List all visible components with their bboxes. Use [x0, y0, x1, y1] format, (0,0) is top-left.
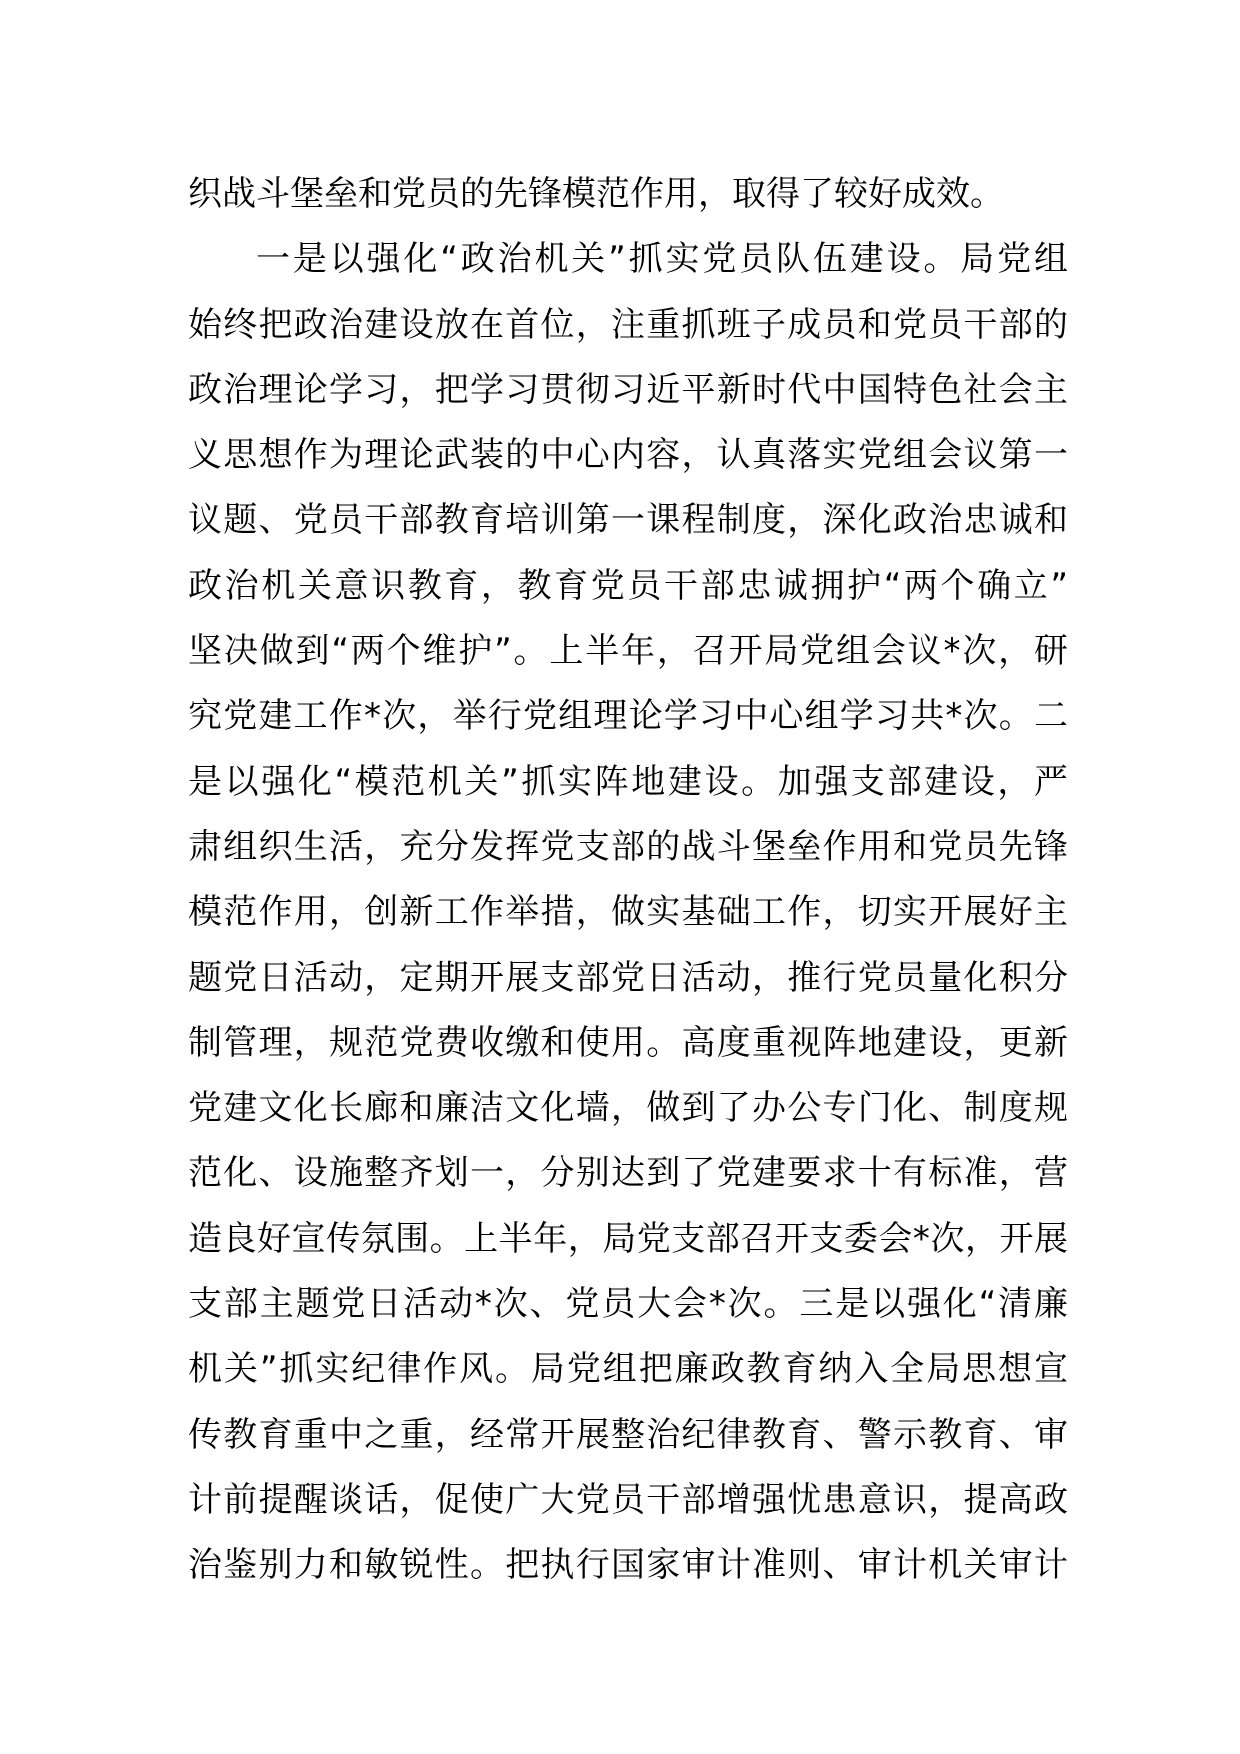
text-line-17: 造良好宣传氛围。上半年，局党支部召开支委会*次，开展: [188, 1218, 1068, 1259]
text-line-13: 题党日活动，定期开展支部党日活动，推行党员量化积分: [188, 957, 1068, 998]
text-line-12: 模范作用，创新工作举措，做实基础工作，切实开展好主: [188, 892, 1068, 933]
text-line-4: 政治理论学习，把学习贯彻习近平新时代中国特色社会主: [188, 369, 1068, 410]
text-line-14: 制管理，规范党费收缴和使用。高度重视阵地建设，更新: [188, 1022, 1068, 1063]
text-line-20: 传教育重中之重，经常开展整治纪律教育、警示教育、审: [188, 1414, 1068, 1455]
text-line-1: 织战斗堡垒和党员的先锋模范作用，取得了较好成效。: [188, 174, 1004, 214]
text-line-22: 治鉴别力和敏锐性。把执行国家审计准则、审计机关审计: [188, 1545, 1068, 1586]
text-line-9: 究党建工作*次，举行党组理论学习中心组学习共*次。二: [188, 696, 1068, 737]
text-line-21: 计前提醒谈话，促使广大党员干部增强忧患意识，提高政: [188, 1479, 1068, 1520]
text-line-15: 党建文化长廊和廉洁文化墙，做到了办公专门化、制度规: [188, 1088, 1068, 1129]
text-line-6: 议题、党员干部教育培训第一课程制度，深化政治忠诚和: [188, 500, 1068, 541]
body-text: [188, 162, 1068, 1599]
text-line-11: 肃组织生活，充分发挥党支部的战斗堡垒作用和党员先锋: [188, 826, 1068, 867]
text-line-3: 始终把政治建设放在首位，注重抓班子成员和党员干部的: [188, 304, 1068, 345]
text-line-7: 政治机关意识教育，教育党员干部忠诚拥护“两个确立”: [188, 565, 1068, 606]
text-line-10: 是以强化“模范机关”抓实阵地建设。加强支部建设，严: [188, 761, 1068, 802]
text-line-18: 支部主题党日活动*次、党员大会*次。三是以强化“清廉: [188, 1284, 1068, 1325]
text-line-16: 范化、设施整齐划一，分别达到了党建要求十有标准，营: [188, 1153, 1068, 1194]
text-line-19: 机关”抓实纪律作风。局党组把廉政教育纳入全局思想宣: [188, 1349, 1068, 1390]
text-line-5: 义思想作为理论武装的中心内容，认真落实党组会议第一: [188, 435, 1068, 476]
text-line-8: 坚决做到“两个维护”。上半年，召开局党组会议*次，研: [188, 631, 1068, 672]
text-line-2: 一是以强化“政治机关”抓实党员队伍建设。局党组: [256, 239, 1068, 280]
